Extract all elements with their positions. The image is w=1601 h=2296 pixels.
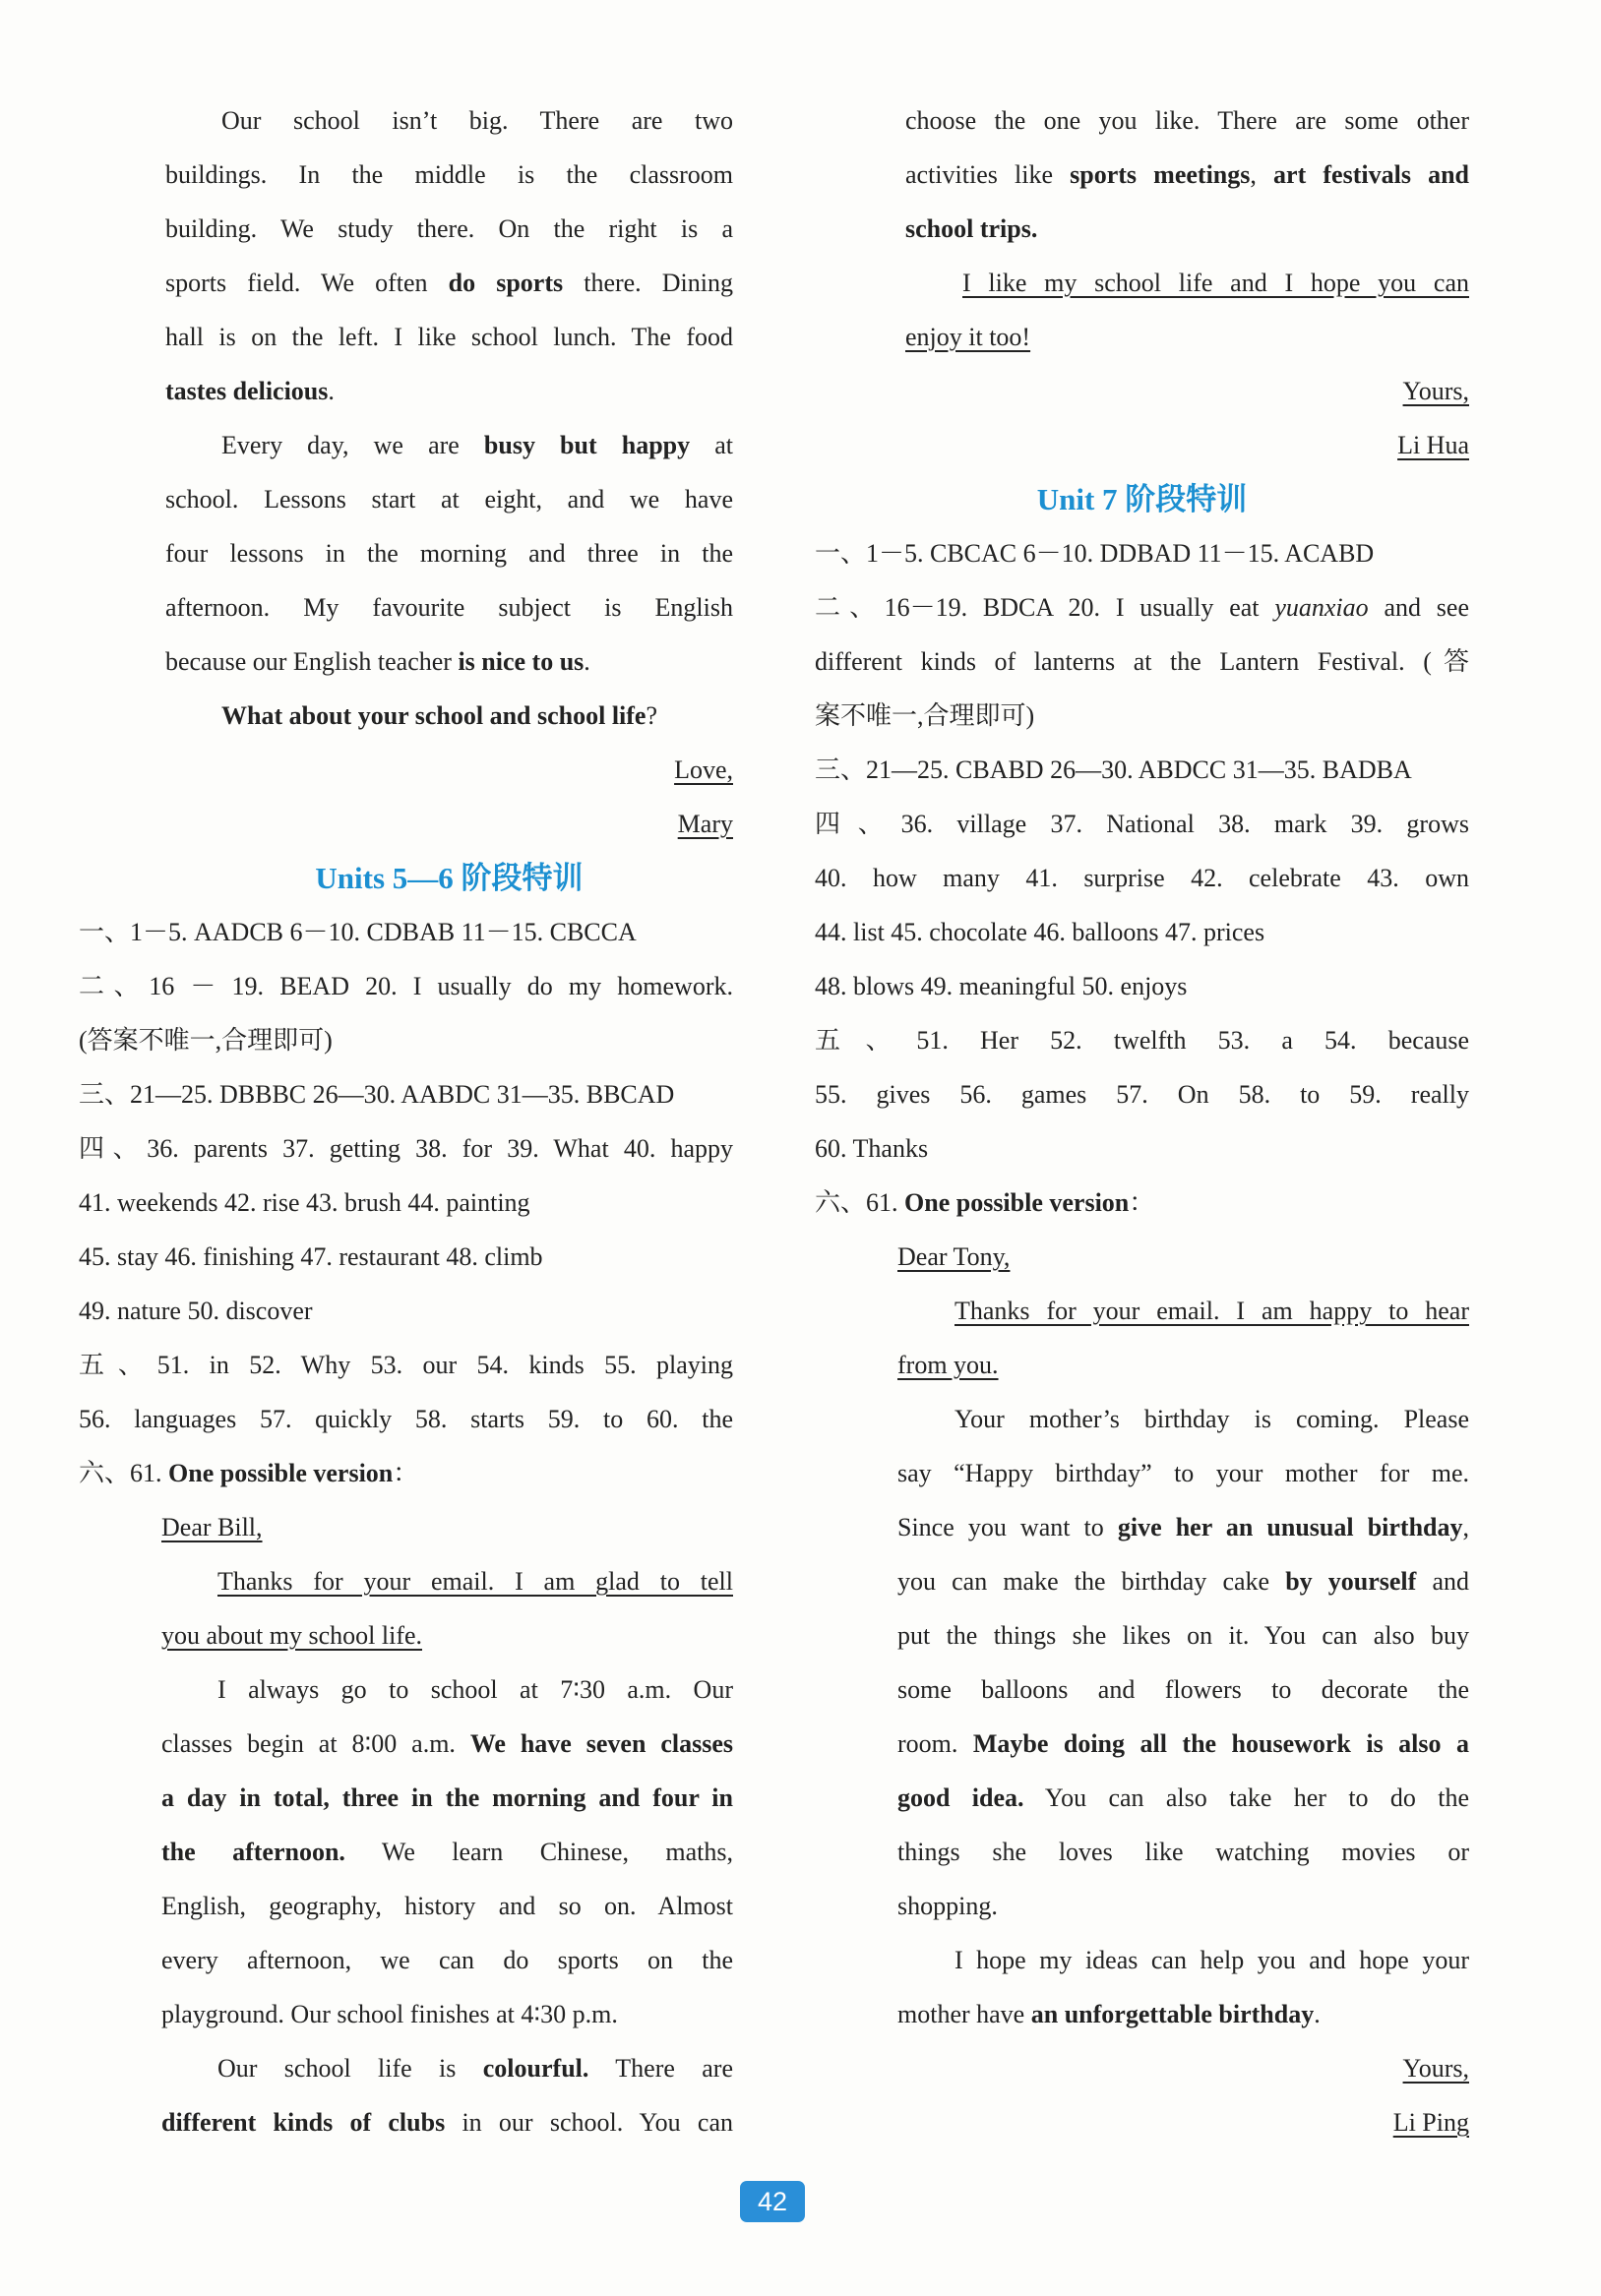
text-span: What about your school and school life bbox=[221, 701, 647, 730]
text-line: hall is on the left. I like school lunch. The food bbox=[165, 323, 733, 351]
text-line bbox=[79, 689, 733, 743]
text-span: mother have bbox=[897, 2000, 1031, 2028]
text-line: 五、51. Her 52. twelfth 53. a 54. because bbox=[815, 1026, 1469, 1055]
text-line: Dear Tony, bbox=[897, 1242, 1011, 1271]
text-line bbox=[815, 1554, 1469, 1608]
text-line: English, geography, history and so on. Almost bbox=[161, 1892, 733, 1920]
text-span: tastes delicious bbox=[165, 377, 329, 405]
text-line: 二、16 － 19. BEAD 20. I usually do my homework. bbox=[79, 972, 733, 1000]
text-line: I always go to school at 7∶30 a.m. Our bbox=[217, 1675, 733, 1704]
text-line: 45. stay 46. finishing 47. restaurant 48. climb bbox=[79, 1242, 543, 1271]
text-span: you can make the birthday cake bbox=[897, 1567, 1286, 1596]
text-span: One possible version bbox=[168, 1459, 394, 1487]
text-span: We have seven classes bbox=[469, 1729, 733, 1758]
text-line bbox=[815, 1500, 1469, 1554]
text-line bbox=[79, 1446, 733, 1500]
text-span: by yourself bbox=[1285, 1567, 1417, 1596]
text-line: from you. bbox=[897, 1351, 999, 1379]
text-line bbox=[79, 634, 733, 689]
left-column bbox=[79, 93, 733, 2149]
text-line: 四、36. village 37. National 38. mark 39. grows bbox=[815, 810, 1469, 838]
text-line: I hope my ideas can help you and hope your bbox=[954, 1946, 1469, 1974]
text-line: Dear Bill, bbox=[161, 1513, 263, 1541]
text-line: some balloons and flowers to decorate the bbox=[897, 1675, 1469, 1704]
section-heading: Unit 7 阶段特训 bbox=[1036, 482, 1248, 516]
text-span: , bbox=[1250, 160, 1274, 189]
text-span: Since you want to bbox=[897, 1513, 1118, 1541]
text-span: ? bbox=[646, 701, 658, 730]
text-line bbox=[815, 1987, 1469, 2041]
text-line: 60. Thanks bbox=[815, 1134, 929, 1163]
text-span: classes begin at 8∶00 a.m. bbox=[161, 1729, 470, 1758]
text-span: in our school. You can bbox=[445, 2108, 733, 2137]
page-number: 42 bbox=[740, 2181, 805, 2222]
text-line: 41. weekends 42. rise 43. brush 44. painting bbox=[79, 1188, 530, 1217]
text-line: four lessons in the morning and three in the bbox=[165, 539, 733, 568]
text-line: Thanks for your email. I am happy to hear bbox=[954, 1297, 1469, 1325]
text-line: choose the one you like. There are some other bbox=[905, 106, 1469, 135]
text-line bbox=[815, 580, 1469, 634]
text-line: put the things she likes on it. You can also buy bbox=[897, 1621, 1469, 1650]
text-span: different kinds of clubs bbox=[161, 2108, 446, 2137]
text-span: . bbox=[328, 377, 335, 405]
text-span: We learn Chinese, maths, bbox=[344, 1838, 733, 1866]
text-span: 二、16－19. BDCA 20. I usually eat bbox=[815, 593, 1275, 622]
text-line: buildings. In the middle is the classroom bbox=[165, 160, 733, 189]
text-span: a day in total, three in the morning and four in bbox=[161, 1783, 733, 1812]
text-line: say “Happy birthday” to your mother for me. bbox=[897, 1459, 1469, 1487]
section-heading: Units 5—6 阶段特训 bbox=[315, 861, 584, 895]
text-span: There are bbox=[588, 2054, 733, 2083]
text-span: an unforgettable birthday bbox=[1030, 2000, 1315, 2028]
text-line: Li Hua bbox=[1397, 431, 1469, 459]
text-span: colourful. bbox=[482, 2054, 589, 2083]
text-line: different kinds of lanterns at the Lantern Festival. (答 bbox=[815, 647, 1469, 676]
text-line bbox=[815, 1771, 1469, 1825]
text-span: Every day, we are bbox=[221, 431, 484, 459]
text-line: Yours, bbox=[1402, 377, 1469, 405]
text-line: enjoy it too! bbox=[905, 323, 1031, 351]
text-span: at bbox=[690, 431, 733, 459]
text-span: , bbox=[1462, 1513, 1469, 1541]
text-line bbox=[815, 148, 1469, 202]
text-span: One possible version bbox=[904, 1188, 1130, 1217]
text-line: you about my school life. bbox=[161, 1621, 423, 1650]
text-span: there. Dining bbox=[563, 269, 734, 297]
text-span: room. bbox=[897, 1729, 973, 1758]
text-line: playground. Our school finishes at 4∶30 p.m. bbox=[161, 2000, 618, 2028]
text-line: 44. list 45. chocolate 46. balloons 47. prices bbox=[815, 918, 1265, 946]
text-line bbox=[815, 202, 1469, 256]
text-line: 四、36. parents 37. getting 38. for 39. What 40. happy bbox=[79, 1134, 733, 1163]
text-line: Thanks for your email. I am glad to tell bbox=[217, 1567, 733, 1596]
text-line: 55. gives 56. games 57. On 58. to 59. really bbox=[815, 1080, 1469, 1109]
text-span: is nice to us bbox=[458, 647, 585, 676]
text-span: and bbox=[1416, 1567, 1469, 1596]
text-line: Mary bbox=[677, 810, 733, 838]
text-line: (答案不唯一,合理即可) bbox=[79, 1026, 333, 1055]
text-line bbox=[79, 2041, 733, 2095]
text-span: 六、61. bbox=[815, 1188, 905, 1217]
text-span: good idea. bbox=[897, 1783, 1024, 1812]
text-line bbox=[815, 1717, 1469, 1771]
text-span: You can also take her to do the bbox=[1023, 1783, 1469, 1812]
text-span: give her an unusual birthday bbox=[1117, 1513, 1463, 1541]
text-line: shopping. bbox=[897, 1892, 998, 1920]
text-span: 六、61. bbox=[79, 1459, 169, 1487]
text-line: Our school isn’t big. There are two bbox=[221, 106, 733, 135]
text-line bbox=[79, 256, 733, 310]
text-line: 三、21—25. DBBBC 26—30. AABDC 31—35. BBCAD bbox=[79, 1080, 675, 1109]
text-span: and see bbox=[1368, 593, 1469, 622]
text-line: 40. how many 41. surprise 42. celebrate 43. own bbox=[815, 864, 1469, 892]
text-line bbox=[79, 418, 733, 472]
text-line bbox=[79, 1771, 733, 1825]
right-column bbox=[815, 93, 1469, 2149]
text-line: every afternoon, we can do sports on the bbox=[161, 1946, 733, 1974]
text-line bbox=[79, 2095, 733, 2149]
text-line: 案不唯一,合理即可) bbox=[815, 701, 1035, 730]
text-line: 48. blows 49. meaningful 50. enjoys bbox=[815, 972, 1188, 1000]
text-span: . bbox=[584, 647, 590, 676]
text-line bbox=[79, 1825, 733, 1879]
text-line: Love, bbox=[674, 755, 733, 784]
text-line bbox=[79, 364, 733, 418]
text-line: 56. languages 57. quickly 58. starts 59. to 60. the bbox=[79, 1405, 733, 1433]
text-line: Li Ping bbox=[1392, 2108, 1469, 2137]
text-span: because our English teacher bbox=[165, 647, 459, 676]
text-line: 五、51. in 52. Why 53. our 54. kinds 55. playing bbox=[79, 1351, 733, 1379]
text-line: 三、21—25. CBABD 26—30. ABDCC 31—35. BADBA bbox=[815, 755, 1412, 784]
text-line: 49. nature 50. discover bbox=[79, 1297, 313, 1325]
text-span: activities like bbox=[905, 160, 1071, 189]
text-span: ： bbox=[393, 1459, 419, 1487]
text-line: school. Lessons start at eight, and we have bbox=[165, 485, 733, 514]
text-line: afternoon. My favourite subject is English bbox=[165, 593, 733, 622]
text-span: busy but happy bbox=[483, 431, 691, 459]
text-span: art festivals and bbox=[1273, 160, 1470, 189]
text-line: Yours, bbox=[1402, 2054, 1469, 2083]
text-line bbox=[815, 1176, 1469, 1230]
text-line: I like my school life and I hope you can bbox=[962, 269, 1469, 297]
text-line: 一、1－5. AADCB 6－10. CDBAB 11－15. CBCCA bbox=[79, 918, 637, 946]
text-span: Maybe doing all the housework is also a bbox=[972, 1729, 1469, 1758]
text-span: sports field. We often bbox=[165, 269, 449, 297]
text-line: Your mother’s birthday is coming. Please bbox=[954, 1405, 1469, 1433]
text-span: the afternoon. bbox=[161, 1838, 345, 1866]
text-line: 一、1－5. CBCAC 6－10. DDBAD 11－15. ACABD bbox=[815, 539, 1375, 568]
text-span: school trips. bbox=[905, 214, 1038, 243]
text-line bbox=[79, 1717, 733, 1771]
text-span: yuanxiao bbox=[1274, 593, 1369, 622]
text-span: do sports bbox=[448, 269, 564, 297]
text-line: things she loves like watching movies or bbox=[897, 1838, 1469, 1866]
text-span: ： bbox=[1129, 1188, 1155, 1217]
text-span: sports meetings bbox=[1070, 160, 1251, 189]
text-span: . bbox=[1314, 2000, 1321, 2028]
text-span: Our school life is bbox=[217, 2054, 483, 2083]
text-line: building. We study there. On the right is a bbox=[165, 214, 733, 243]
